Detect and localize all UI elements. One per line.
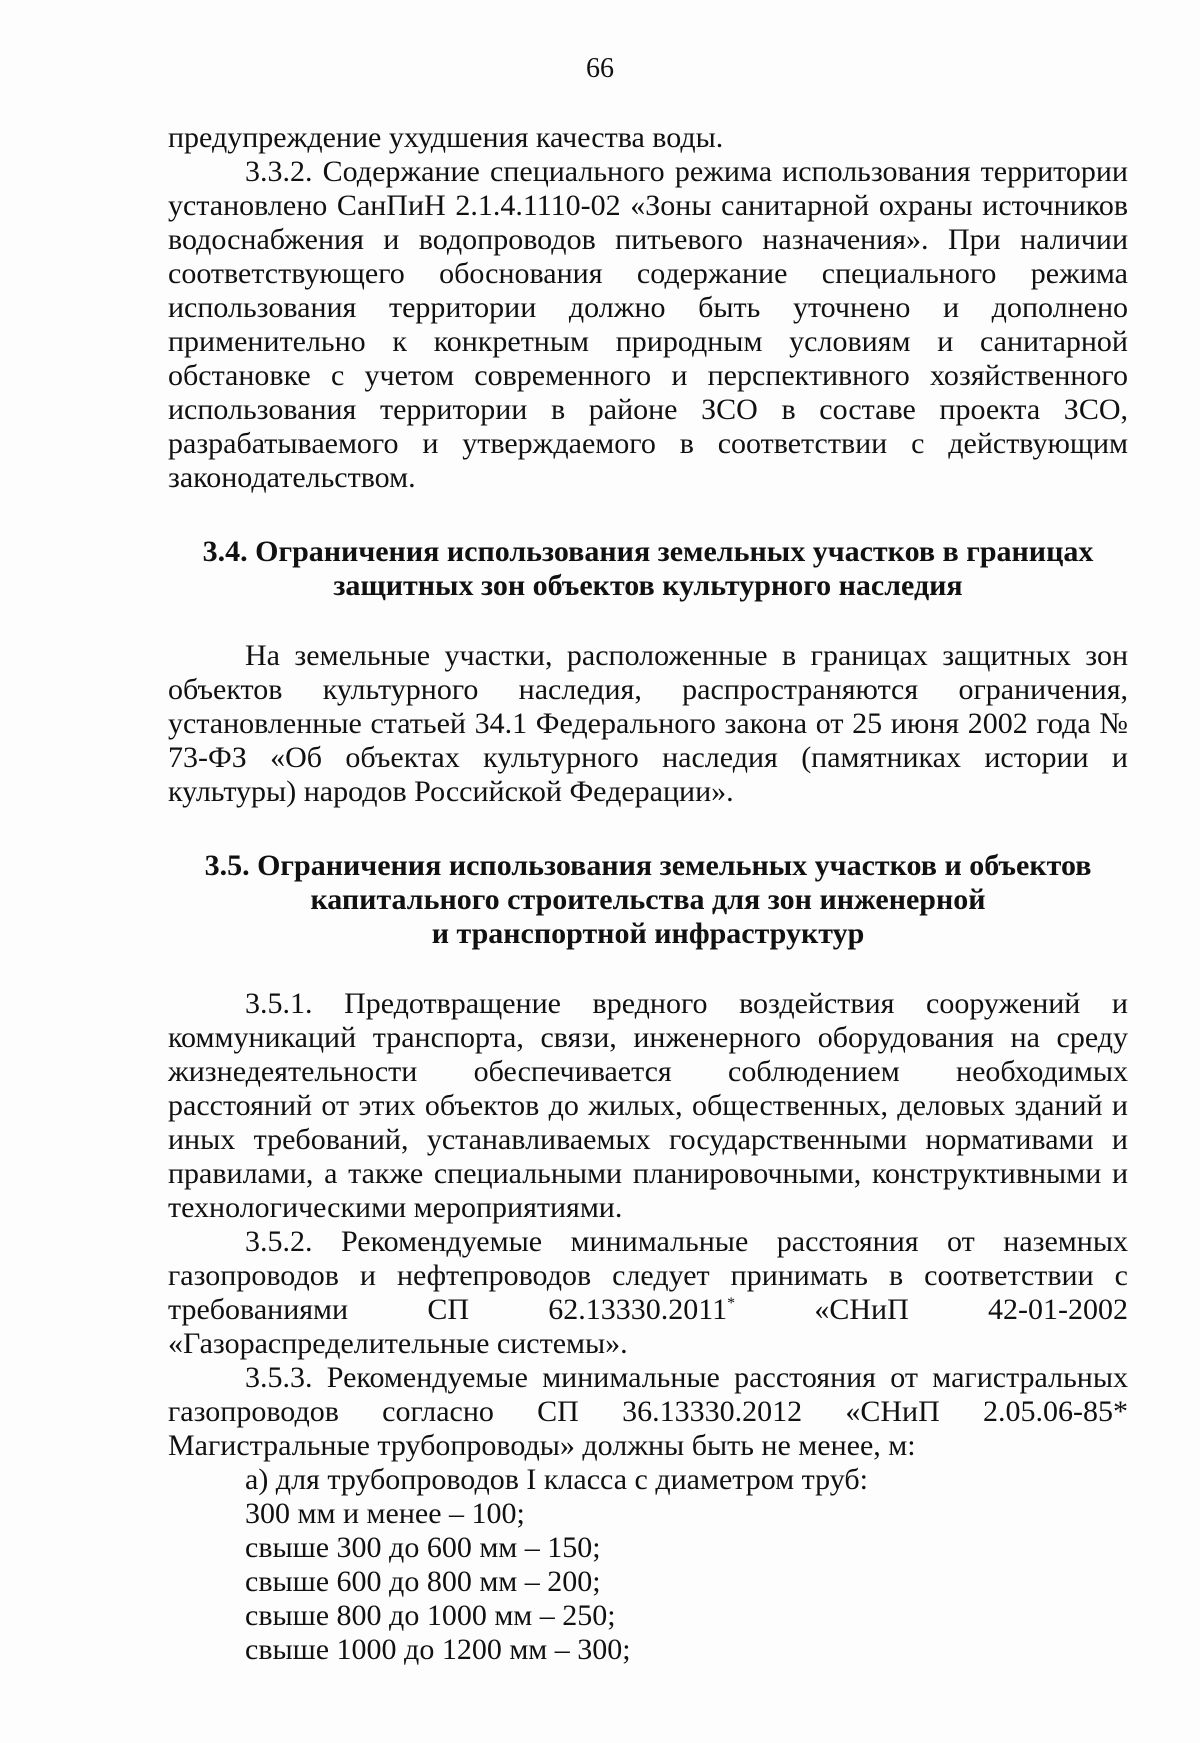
section-heading-3-4 <box>168 535 1128 603</box>
list-item: а) для трубопроводов I класса с диаметром труб: <box>245 1463 868 1496</box>
paragraph-3-4: На земельные участки, расположенные в границах защитных зон объектов культурного наследия, распространяются ограничения, установленные статьей 34.1 Федерального закона от 25 июня 2002 года № 73-ФЗ «Об объектах культурного наследия (памятниках истории и культуры) народов Российской Федерации». <box>168 639 1128 808</box>
list-item: свыше 1000 до 1200 мм – 300; <box>245 1633 631 1666</box>
paragraph-3-5-1: 3.5.1. Предотвращение вредного воздействия сооружений и коммуникаций транспорта, связи, инженерного оборудования на среду жизнедеятельности обеспечивается соблюдением необходимых расстояний от этих объектов до жилых, общественных, деловых зданий и иных требований, устанавливаемых государственными нормативами и правилами, а также специальными планировочными, конструктивными и технологическими мероприятиями. <box>168 987 1128 1224</box>
document-body <box>168 121 1128 1667</box>
list-item: свыше 600 до 800 мм – 200; <box>245 1565 601 1598</box>
page-number: 66 <box>586 53 614 84</box>
paragraph-3-3-2: 3.3.2. Содержание специального режима использования территории установлено СанПиН 2.1.4.1110-02 «Зоны санитарной охраны источников водоснабжения и водопроводов питьевого назначения». При наличии соответствующего обоснования содержание специального режима использования территории должно быть уточнено и дополнено применительно к конкретным природным условиям и санитарной обстановке с учетом современного и перспективного хозяйственного использования территории в районе ЗСО в составе проекта ЗСО, разрабатываемого и утверждаемого в соответствии с действующим законодательством. <box>168 155 1128 494</box>
paragraph-continuation: предупреждение ухудшения качества воды. <box>168 121 724 154</box>
paragraph-3-5-2 <box>168 1225 1128 1361</box>
section-heading-3-5-line-3: и транспортной инфраструктур <box>431 917 865 950</box>
section-heading-3-5 <box>168 849 1128 951</box>
paragraph-3-5-3: 3.5.3. Рекомендуемые минимальные расстояния от магистральных газопроводов согласно СП 36.13330.2012 «СНиП 2.05.06-85* Магистральные трубопроводы» должны быть не менее, м: <box>168 1361 1128 1462</box>
section-heading-3-5-line-1: 3.5. Ограничения использования земельных участков и объектов <box>204 849 1092 882</box>
footnote-mark: * <box>727 1295 736 1312</box>
list-item: свыше 800 до 1000 мм – 250; <box>245 1599 616 1632</box>
section-heading-3-5-line-2: капитального строительства для зон инженерной <box>310 883 986 916</box>
section-heading-3-4-line-1: 3.4. Ограничения использования земельных участков в границах <box>202 535 1094 568</box>
paragraph-3-5-2-text-continued: «СНиП 42-01-2002 «Газораспределительные системы». <box>168 1293 1128 1360</box>
section-heading-3-4-line-2: защитных зон объектов культурного наследия <box>333 569 963 602</box>
list-item: 300 мм и менее – 100; <box>245 1497 525 1530</box>
list-item: свыше 300 до 600 мм – 150; <box>245 1531 601 1564</box>
paragraph-3-5-2-text: 3.5.2. Рекомендуемые минимальные расстояния от наземных газопроводов и нефтепроводов следует принимать в соответствии с требованиями СП 62.13330.2011 <box>168 1225 1128 1326</box>
distance-list <box>168 1463 1128 1667</box>
